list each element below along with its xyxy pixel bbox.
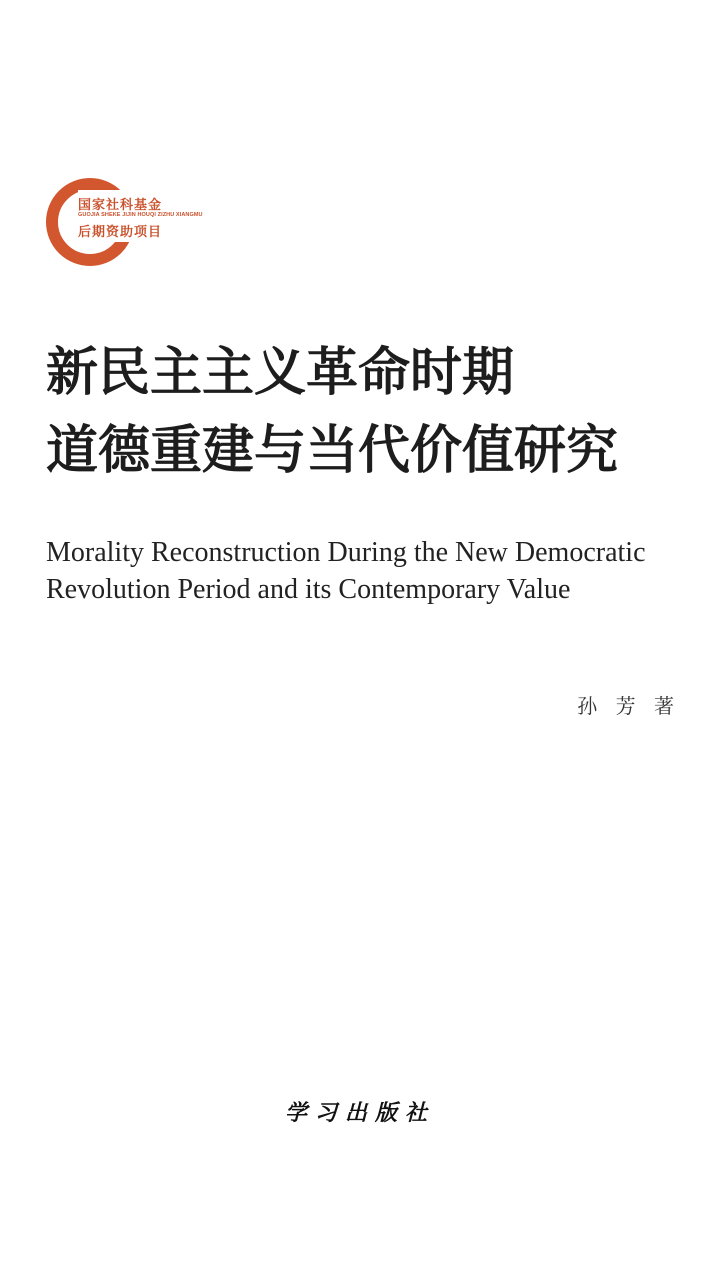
english-title-line1: Morality Reconstruction During the New Democratic — [46, 537, 646, 568]
logo-line2: 后期资助项目 — [78, 225, 163, 240]
english-title — [46, 534, 706, 608]
logo-line1: 国家社科基金 — [78, 198, 163, 213]
fund-logo — [44, 176, 203, 268]
chinese-title-line2: 道德重建与当代价值研究 — [46, 421, 619, 481]
publisher: 学习出版社 — [284, 1100, 435, 1126]
chinese-title — [46, 334, 706, 490]
english-title-line2: Revolution Period and its Contemporary Value — [46, 574, 571, 605]
chinese-title-line1: 新民主主义革命时期 — [46, 343, 515, 403]
logo-pinyin: GUOJIA SHEKE JIJIN HOUQI ZIZHU XIANGMU — [78, 212, 203, 218]
author: 孙 芳 著 — [577, 694, 680, 718]
